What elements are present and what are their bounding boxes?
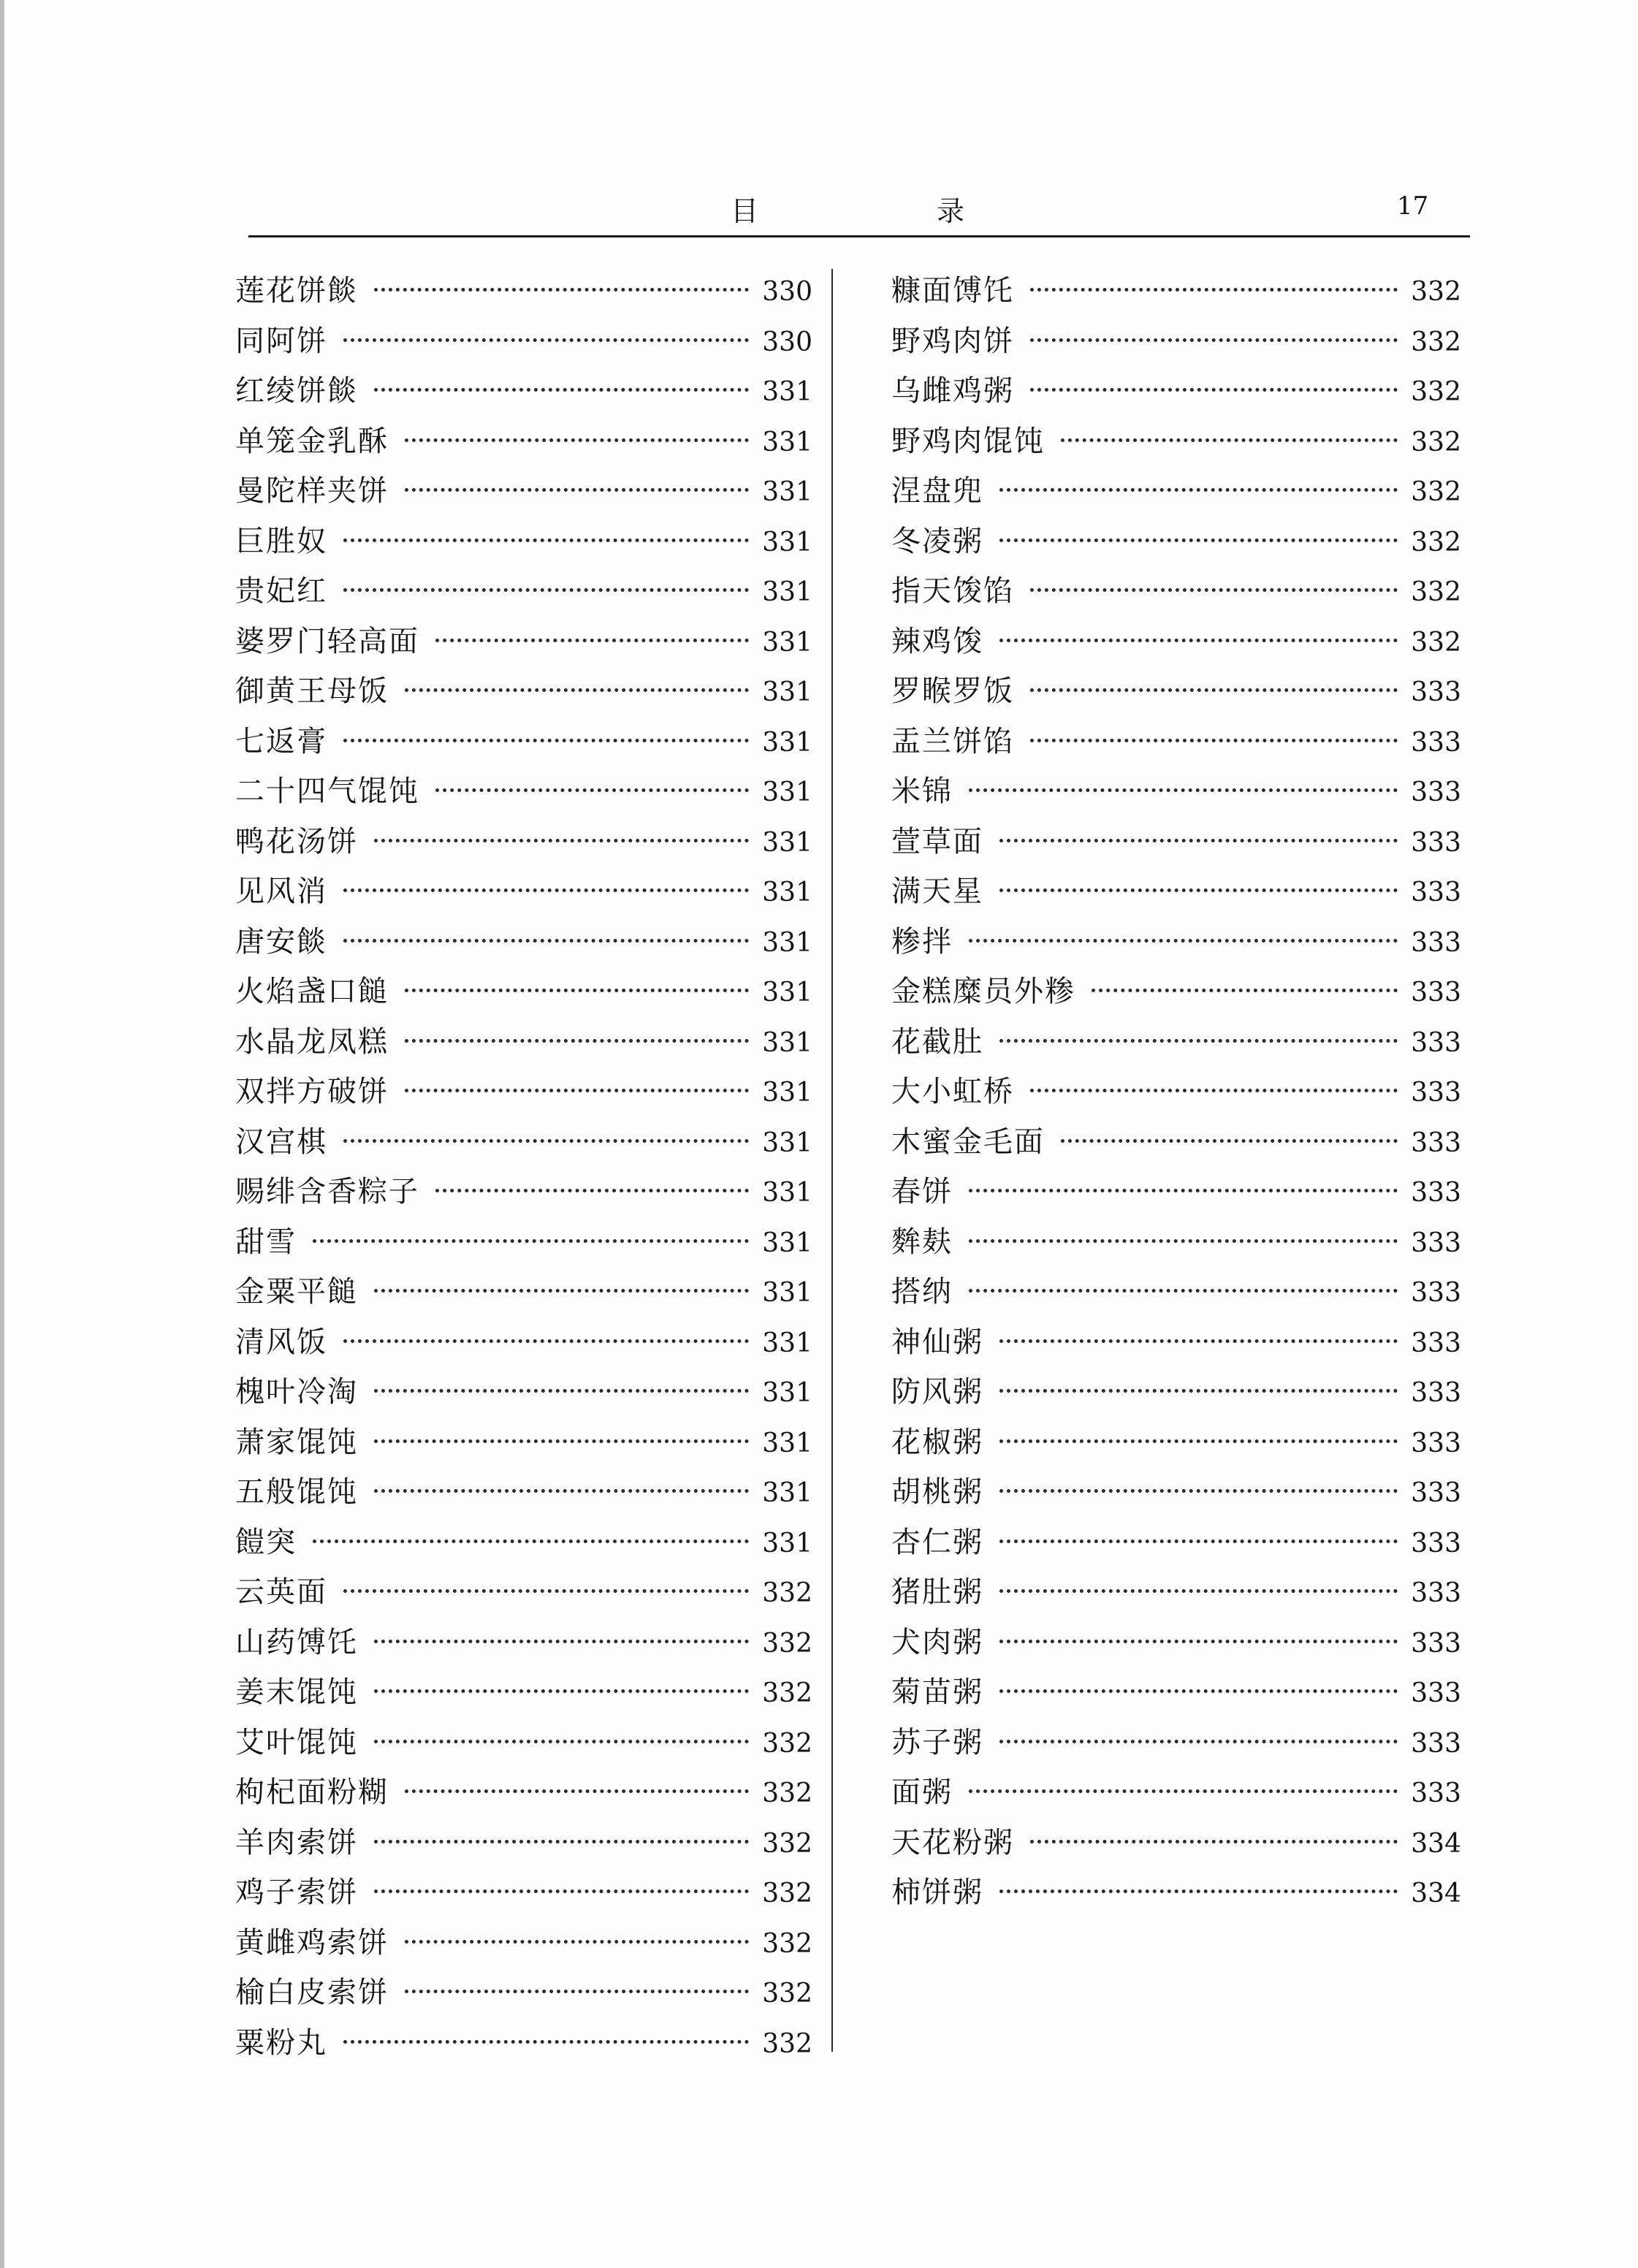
toc-entry <box>891 1518 1461 1568</box>
toc-entry-page: 331 <box>762 727 812 758</box>
toc-entry-title: 单笼金乳酥 <box>235 424 389 458</box>
toc-dot-leader <box>374 1389 749 1393</box>
toc-dot-leader <box>374 1840 749 1843</box>
toc-dot-leader <box>435 1189 749 1192</box>
toc-entry-title: 粟粉丸 <box>235 2025 327 2060</box>
toc-entry-title: 糁拌 <box>891 924 953 959</box>
toc-dot-leader <box>313 1239 749 1243</box>
toc-entry-page: 332 <box>762 1979 812 2009</box>
toc-entry-title: 春饼 <box>891 1175 953 1209</box>
toc-entry-page: 331 <box>762 1328 812 1358</box>
toc-entry <box>891 1117 1461 1168</box>
toc-entry-title: 七返膏 <box>235 724 327 758</box>
toc-dot-leader <box>1030 338 1398 342</box>
toc-dot-leader <box>969 939 1398 943</box>
toc-entry <box>235 366 812 416</box>
toc-dot-leader <box>374 288 749 292</box>
toc-dot-leader <box>969 1289 1398 1293</box>
toc-dot-leader <box>405 688 749 692</box>
toc-entry-title: 甜雪 <box>235 1225 297 1259</box>
toc-entry-page: 334 <box>1411 1828 1461 1859</box>
toc-entry <box>235 1317 812 1368</box>
toc-dot-leader <box>405 438 749 442</box>
toc-entry-page: 333 <box>1411 1127 1461 1158</box>
toc-entry <box>235 1718 812 1768</box>
toc-entry <box>891 1818 1461 1868</box>
toc-entry-title: 菊苗粥 <box>891 1675 983 1709</box>
toc-entry-title: 神仙粥 <box>891 1325 983 1359</box>
toc-entry-title: 苏子粥 <box>891 1725 983 1759</box>
toc-entry-title: 盂兰饼馅 <box>891 724 1014 758</box>
toc-dot-leader <box>999 1039 1398 1043</box>
toc-dot-leader <box>343 588 749 592</box>
toc-entry <box>235 416 812 467</box>
toc-dot-leader <box>343 1339 749 1343</box>
toc-entry-title: 金糕糜员外糁 <box>891 975 1075 1008</box>
toc-dot-leader <box>405 1940 749 1944</box>
toc-entry-page: 333 <box>1411 1678 1461 1708</box>
toc-right-column <box>891 266 1461 1918</box>
toc-dot-leader <box>343 539 749 542</box>
toc-entry <box>891 817 1461 867</box>
toc-entry <box>235 1117 812 1168</box>
toc-dot-leader <box>374 1890 749 1893</box>
toc-entry-title: 防风粥 <box>891 1375 983 1409</box>
toc-entry <box>235 1017 812 1068</box>
toc-entry-title: 清风饭 <box>235 1325 327 1359</box>
toc-entry <box>235 1467 812 1518</box>
toc-entry-page: 332 <box>762 1678 812 1708</box>
toc-entry-title: 搭纳 <box>891 1275 953 1309</box>
toc-entry <box>235 517 812 567</box>
toc-entry-title: 山药馎饦 <box>235 1625 358 1659</box>
toc-dot-leader <box>343 338 749 342</box>
toc-entry <box>891 1667 1461 1718</box>
toc-entry-title: 贵妃红 <box>235 574 327 608</box>
toc-entry-page: 333 <box>1411 1778 1461 1808</box>
toc-entry-title: 萱草面 <box>891 824 983 859</box>
toc-entry <box>891 1317 1461 1368</box>
toc-entry <box>235 1767 812 1818</box>
toc-entry-page: 331 <box>762 1478 812 1508</box>
column-divider <box>831 269 833 2052</box>
toc-entry-title: 麰麸 <box>891 1225 953 1259</box>
toc-entry-page: 331 <box>762 1127 812 1158</box>
toc-entry-page: 332 <box>762 1778 812 1808</box>
toc-entry-title: 莲花饼餤 <box>235 274 358 308</box>
toc-dot-leader <box>1092 989 1398 992</box>
toc-dot-leader <box>1030 739 1398 742</box>
toc-entry <box>891 566 1461 617</box>
toc-entry-page: 334 <box>1411 1879 1461 1909</box>
toc-entry-title: 见风消 <box>235 875 327 908</box>
toc-entry-page: 332 <box>1411 327 1461 357</box>
toc-dot-leader <box>435 639 749 642</box>
toc-entry-page: 331 <box>762 427 812 457</box>
toc-entry-title: 柿饼粥 <box>891 1876 983 1909</box>
toc-entry-page: 333 <box>1411 677 1461 707</box>
toc-entry-title: 曼陀样夹饼 <box>235 474 389 508</box>
toc-entry-page: 333 <box>1411 927 1461 958</box>
toc-entry <box>235 1968 812 2018</box>
toc-entry <box>891 666 1461 717</box>
toc-dot-leader <box>1030 688 1398 692</box>
toc-entry <box>235 1567 812 1618</box>
toc-dot-leader <box>343 939 749 943</box>
toc-entry <box>235 1818 812 1868</box>
toc-dot-leader <box>999 839 1398 842</box>
toc-entry <box>235 266 812 316</box>
toc-entry-page: 333 <box>1411 827 1461 858</box>
toc-dot-leader <box>405 989 749 992</box>
toc-entry <box>235 1667 812 1718</box>
toc-dot-leader <box>374 1640 749 1643</box>
toc-dot-leader <box>1030 388 1398 392</box>
toc-dot-leader <box>1061 1139 1398 1143</box>
toc-entry <box>235 1418 812 1468</box>
toc-dot-leader <box>313 1540 749 1543</box>
toc-dot-leader <box>999 1640 1398 1643</box>
toc-entry <box>235 1618 812 1668</box>
toc-left-column <box>235 266 812 2068</box>
toc-entry <box>235 316 812 367</box>
toc-entry <box>891 1567 1461 1618</box>
toc-entry-page: 332 <box>1411 577 1461 607</box>
toc-entry <box>235 1918 812 1968</box>
toc-entry-page: 332 <box>762 1928 812 1959</box>
toc-entry-page: 331 <box>762 1078 812 1108</box>
toc-entry-title: 萧家馄饨 <box>235 1425 358 1459</box>
toc-entry-page: 333 <box>1411 878 1461 907</box>
toc-entry-page: 333 <box>1411 1478 1461 1508</box>
toc-entry-title: 䭓突 <box>235 1525 297 1559</box>
toc-entry-title: 汉宫棋 <box>235 1125 327 1159</box>
toc-entry <box>891 1167 1461 1217</box>
toc-dot-leader <box>999 488 1398 492</box>
toc-entry-page: 331 <box>762 878 812 907</box>
toc-dot-leader <box>999 888 1398 892</box>
toc-entry <box>891 366 1461 416</box>
toc-dot-leader <box>999 639 1398 642</box>
toc-dot-leader <box>405 1039 749 1043</box>
toc-entry-page: 330 <box>762 277 812 307</box>
header-title-char: 录 <box>936 195 964 227</box>
toc-dot-leader <box>405 1089 749 1092</box>
toc-entry-page: 333 <box>1411 1078 1461 1108</box>
toc-entry-title: 糠面馎饦 <box>891 274 1014 308</box>
toc-entry <box>235 717 812 767</box>
toc-entry-page: 333 <box>1411 1178 1461 1208</box>
toc-dot-leader <box>343 2040 749 2044</box>
toc-entry-title: 胡桃粥 <box>891 1475 983 1509</box>
toc-entry-page: 331 <box>762 627 812 658</box>
toc-entry <box>891 1467 1461 1518</box>
toc-dot-leader <box>435 788 749 792</box>
toc-entry <box>235 2018 812 2069</box>
toc-entry-title: 槐叶冷淘 <box>235 1375 358 1409</box>
toc-entry-title: 野鸡肉饼 <box>891 324 1014 358</box>
toc-entry <box>235 1868 812 1918</box>
toc-entry-title: 木蜜金毛面 <box>891 1125 1045 1159</box>
toc-entry-title: 二十四气馄饨 <box>235 775 419 808</box>
toc-dot-leader <box>374 1289 749 1293</box>
toc-entry-page: 332 <box>1411 277 1461 307</box>
page-header-title <box>731 189 964 229</box>
toc-entry <box>235 566 812 617</box>
toc-entry-page: 332 <box>762 1728 812 1759</box>
toc-entry-title: 花椒粥 <box>891 1425 983 1459</box>
toc-entry <box>235 766 812 817</box>
toc-entry-title: 赐绯含香粽子 <box>235 1175 419 1209</box>
toc-entry-page: 333 <box>1411 1378 1461 1408</box>
toc-entry <box>891 1718 1461 1768</box>
toc-entry-page: 333 <box>1411 1228 1461 1258</box>
toc-entry-page: 333 <box>1411 1278 1461 1308</box>
toc-entry-title: 五般馄饨 <box>235 1475 358 1509</box>
toc-entry-page: 333 <box>1411 978 1461 1008</box>
toc-entry-page: 331 <box>762 1378 812 1408</box>
toc-entry-title: 花截肚 <box>891 1024 983 1059</box>
toc-entry-title: 指天馂馅 <box>891 574 1014 608</box>
toc-dot-leader <box>343 1139 749 1143</box>
toc-entry-page: 330 <box>762 327 812 357</box>
toc-entry-title: 御黄王母饭 <box>235 674 389 708</box>
toc-entry-page: 331 <box>762 1278 812 1308</box>
toc-dot-leader <box>374 388 749 392</box>
toc-entry-title: 红绫饼餤 <box>235 374 358 408</box>
toc-entry-page: 331 <box>762 677 812 707</box>
toc-entry-title: 罗睺罗饭 <box>891 674 1014 708</box>
toc-entry-page: 333 <box>1411 1578 1461 1608</box>
toc-entry-page: 333 <box>1411 1528 1461 1559</box>
toc-entry-title: 鸭花汤饼 <box>235 824 358 859</box>
toc-dot-leader <box>1030 1089 1398 1092</box>
toc-entry <box>235 867 812 917</box>
toc-entry-title: 水晶龙凤糕 <box>235 1024 389 1059</box>
toc-entry <box>891 1418 1461 1468</box>
toc-entry-title: 米锦 <box>891 775 953 808</box>
toc-entry-title: 姜末馄饨 <box>235 1675 358 1709</box>
toc-entry <box>891 1367 1461 1418</box>
toc-entry-page: 333 <box>1411 1428 1461 1458</box>
toc-entry-page: 331 <box>762 1528 812 1559</box>
toc-entry <box>235 1167 812 1217</box>
toc-dot-leader <box>374 1439 749 1443</box>
toc-entry-title: 杏仁粥 <box>891 1525 983 1559</box>
toc-entry <box>891 466 1461 517</box>
toc-entry-title: 面粥 <box>891 1776 953 1809</box>
toc-dot-leader <box>1061 438 1398 442</box>
toc-entry <box>235 1367 812 1418</box>
toc-entry-title: 冬凌粥 <box>891 524 983 558</box>
toc-entry-title: 黄雌鸡索饼 <box>235 1925 389 1960</box>
toc-entry-page: 332 <box>762 1879 812 1909</box>
toc-entry-title: 艾叶馄饨 <box>235 1725 358 1759</box>
toc-entry-title: 乌雌鸡粥 <box>891 374 1014 408</box>
toc-entry-title: 野鸡肉馄饨 <box>891 424 1045 458</box>
toc-entry <box>891 1868 1461 1918</box>
toc-entry <box>891 717 1461 767</box>
toc-entry <box>235 967 812 1017</box>
toc-entry <box>891 917 1461 967</box>
toc-entry <box>235 917 812 967</box>
toc-entry <box>891 1067 1461 1117</box>
toc-entry-title: 唐安餤 <box>235 924 327 959</box>
toc-dot-leader <box>969 788 1398 792</box>
toc-dot-leader <box>969 1239 1398 1243</box>
toc-entry <box>235 1518 812 1568</box>
toc-entry-page: 333 <box>1411 1728 1461 1759</box>
toc-entry-title: 犬肉粥 <box>891 1625 983 1659</box>
toc-dot-leader <box>999 1890 1398 1893</box>
scan-edge <box>0 0 4 2268</box>
toc-dot-leader <box>405 488 749 492</box>
toc-entry <box>891 617 1461 667</box>
toc-entry-page: 333 <box>1411 1628 1461 1659</box>
toc-entry <box>891 416 1461 467</box>
toc-entry <box>235 1217 812 1268</box>
toc-entry <box>891 266 1461 316</box>
toc-entry <box>891 1017 1461 1068</box>
toc-entry <box>891 1767 1461 1818</box>
toc-entry <box>891 316 1461 367</box>
toc-entry-page: 332 <box>1411 427 1461 457</box>
toc-entry-title: 满天星 <box>891 875 983 908</box>
toc-entry-title: 辣鸡馂 <box>891 624 983 658</box>
toc-entry <box>235 1067 812 1117</box>
toc-entry <box>891 1618 1461 1668</box>
toc-entry <box>235 466 812 517</box>
toc-entry-title: 大小虹桥 <box>891 1075 1014 1108</box>
toc-entry-page: 333 <box>1411 1027 1461 1058</box>
toc-dot-leader <box>343 888 749 892</box>
toc-dot-leader <box>374 1489 749 1493</box>
toc-dot-leader <box>374 839 749 842</box>
toc-entry-page: 332 <box>1411 627 1461 658</box>
toc-entry-page: 331 <box>762 827 812 858</box>
toc-entry-title: 鸡子索饼 <box>235 1876 358 1909</box>
toc-dot-leader <box>999 1689 1398 1693</box>
toc-dot-leader <box>343 1589 749 1593</box>
toc-entry <box>235 617 812 667</box>
toc-entry <box>235 1267 812 1317</box>
toc-entry-title: 羊肉索饼 <box>235 1825 358 1860</box>
toc-entry-page: 333 <box>1411 727 1461 758</box>
toc-dot-leader <box>999 1339 1398 1343</box>
toc-entry-page: 331 <box>762 1428 812 1458</box>
toc-entry-title: 天花粉粥 <box>891 1825 1014 1860</box>
toc-entry <box>891 766 1461 817</box>
toc-entry-title: 金粟平䭔 <box>235 1275 358 1309</box>
toc-dot-leader <box>999 539 1398 542</box>
toc-entry-title: 婆罗门轻高面 <box>235 624 419 658</box>
toc-dot-leader <box>999 1740 1398 1743</box>
toc-entry <box>235 666 812 717</box>
toc-dot-leader <box>374 1689 749 1693</box>
toc-dot-leader <box>343 739 749 742</box>
toc-dot-leader <box>999 1439 1398 1443</box>
toc-entry <box>891 517 1461 567</box>
toc-entry-page: 331 <box>762 527 812 558</box>
toc-entry-page: 331 <box>762 777 812 807</box>
toc-dot-leader <box>1030 1840 1398 1843</box>
toc-entry-title: 猪肚粥 <box>891 1575 983 1609</box>
toc-dot-leader <box>999 1489 1398 1493</box>
toc-entry-page: 331 <box>762 377 812 407</box>
toc-entry-page: 331 <box>762 1178 812 1208</box>
toc-entry-page: 332 <box>762 1578 812 1608</box>
toc-entry-title: 枸杞面粉糊 <box>235 1776 389 1809</box>
toc-entry-title: 云英面 <box>235 1575 327 1609</box>
toc-entry <box>891 1267 1461 1317</box>
toc-entry-page: 331 <box>762 1228 812 1258</box>
toc-entry <box>891 967 1461 1017</box>
toc-entry-page: 332 <box>762 1828 812 1859</box>
toc-entry <box>891 1217 1461 1268</box>
toc-entry-page: 332 <box>762 1628 812 1659</box>
toc-entry-title: 火焰盏口䭔 <box>235 975 389 1008</box>
toc-entry-page: 331 <box>762 577 812 607</box>
toc-entry-page: 333 <box>1411 1328 1461 1358</box>
toc-entry-title: 同阿饼 <box>235 324 327 358</box>
toc-entry-page: 332 <box>762 2028 812 2059</box>
toc-dot-leader <box>969 1789 1398 1793</box>
toc-dot-leader <box>405 1990 749 1993</box>
toc-entry-title: 双拌方破饼 <box>235 1075 389 1108</box>
toc-dot-leader <box>1030 588 1398 592</box>
toc-entry-title: 涅盘兜 <box>891 474 983 508</box>
toc-entry-page: 331 <box>762 978 812 1008</box>
toc-dot-leader <box>999 1540 1398 1543</box>
header-rule <box>248 235 1470 237</box>
toc-entry-page: 332 <box>1411 477 1461 507</box>
toc-entry-title: 巨胜奴 <box>235 524 327 558</box>
toc-entry-page: 331 <box>762 477 812 507</box>
toc-entry-title: 榆白皮索饼 <box>235 1976 389 2009</box>
toc-entry-page: 333 <box>1411 777 1461 807</box>
toc-dot-leader <box>969 1189 1398 1192</box>
toc-entry-page: 332 <box>1411 527 1461 558</box>
toc-entry-page: 332 <box>1411 377 1461 407</box>
toc-entry-page: 331 <box>762 927 812 958</box>
toc-entry <box>235 817 812 867</box>
page-number: 17 <box>1397 191 1429 221</box>
toc-entry-page: 331 <box>762 1027 812 1058</box>
toc-dot-leader <box>405 1789 749 1793</box>
toc-dot-leader <box>999 1589 1398 1593</box>
header-title-char: 目 <box>731 195 759 227</box>
toc-dot-leader <box>374 1740 749 1743</box>
toc-dot-leader <box>999 1389 1398 1393</box>
toc-dot-leader <box>1030 288 1398 292</box>
toc-entry <box>891 867 1461 917</box>
